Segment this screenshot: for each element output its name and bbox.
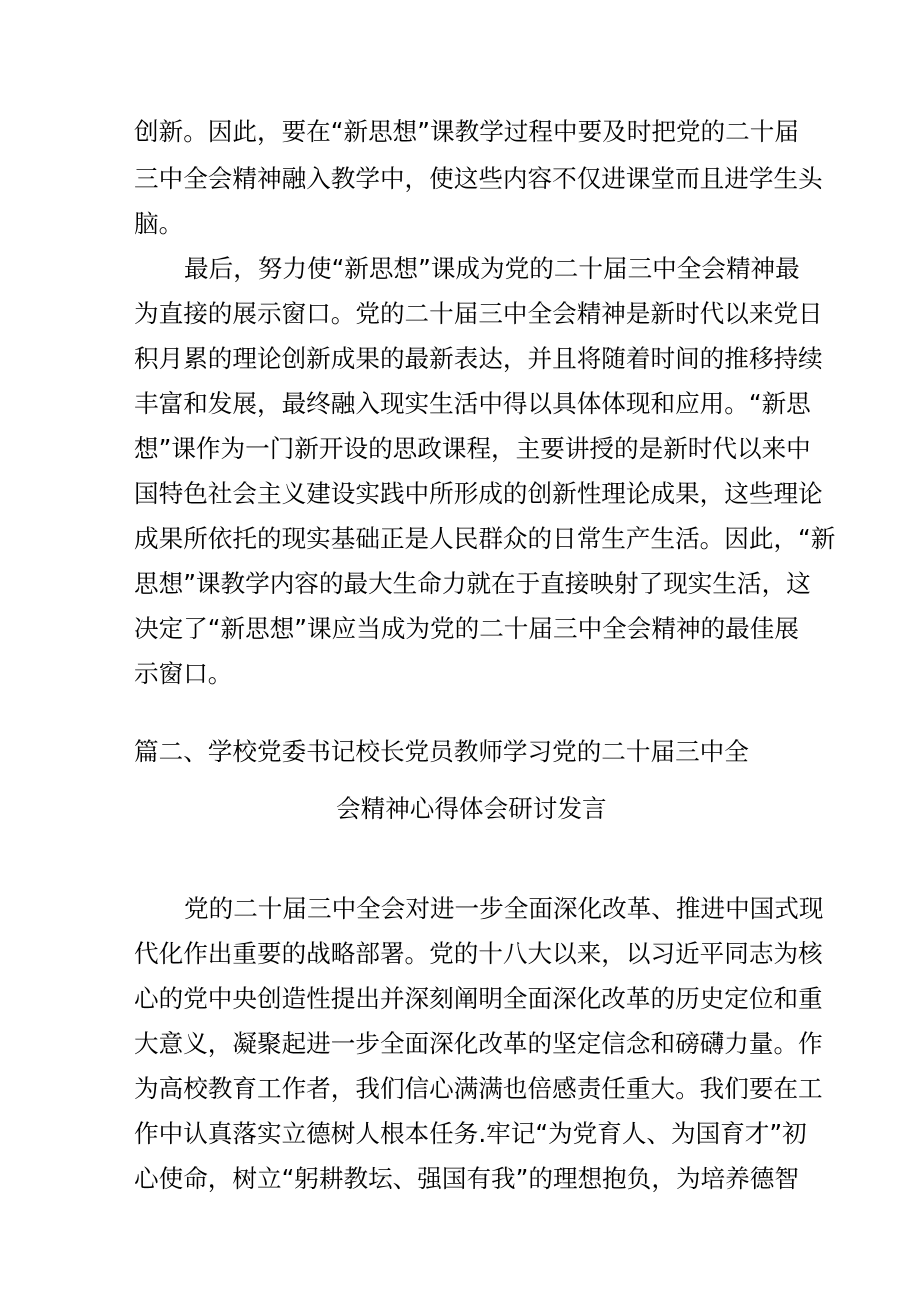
text-line: 为高校教育工作者，我们信心满满也倍感责任重大。我们要在工 <box>134 1074 823 1103</box>
text-line: 成果所依托的现实基础正是人民群众的日常生产生活。因此，“新 <box>134 524 836 553</box>
text-line: 心的党中央创造性提出并深刻阐明全面深化改革的历史定位和重 <box>134 984 823 1013</box>
text-line: 三中全会精神融入教学中，使这些内容不仅进课堂而且进学生头 <box>134 164 823 193</box>
text-line: 脑。 <box>134 209 184 238</box>
text-line: 作中认真落实立德树人根本任务.牢记“为党育人、为国育才”初 <box>134 1119 807 1148</box>
text-line: 代化作出重要的战略部署。党的十八大以来，以习近平同志为核 <box>134 939 823 968</box>
text-line: 为直接的展示窗口。党的二十届三中全会精神是新时代以来党日 <box>134 299 823 328</box>
text-line: 国特色社会主义建设实践中所形成的创新性理论成果，这些理论 <box>134 479 823 508</box>
text-line: 决定了“新思想”课应当成为党的二十届三中全会精神的最佳展 <box>134 614 799 643</box>
text-line: 丰富和发展，最终融入现实生活中得以具体体现和应用。“新思 <box>134 389 811 418</box>
text-line: 积月累的理论创新成果的最新表达，并且将随着时间的推移持续 <box>134 344 823 373</box>
text-line: 党的二十届三中全会对进一步全面深化改革、推进中国式现 <box>184 894 824 923</box>
text-line: 创新。因此，要在“新思想”课教学过程中要及时把党的二十届 <box>134 117 799 146</box>
heading-line-1: 篇二、学校党委书记校长党员教师学习党的二十届三中全 <box>134 737 749 766</box>
text-line: 想”课作为一门新开设的思政课程，主要讲授的是新时代以来中 <box>134 434 811 463</box>
text-line: 心使命，树立“躬耕教坛、强国有我”的理想抱负，为培养德智 <box>134 1164 799 1193</box>
text-line: 思想”课教学内容的最大生命力就在于直接映射了现实生活，这 <box>134 569 811 598</box>
text-line: 示窗口。 <box>134 659 233 688</box>
text-line: 最后，努力使“新思想”课成为党的二十届三中全会精神最 <box>184 254 800 283</box>
heading-line-2: 会精神心得体会研讨发言 <box>336 794 607 823</box>
text-line: 大意义，凝聚起进一步全面深化改革的坚定信念和磅礴力量。作 <box>134 1029 823 1058</box>
